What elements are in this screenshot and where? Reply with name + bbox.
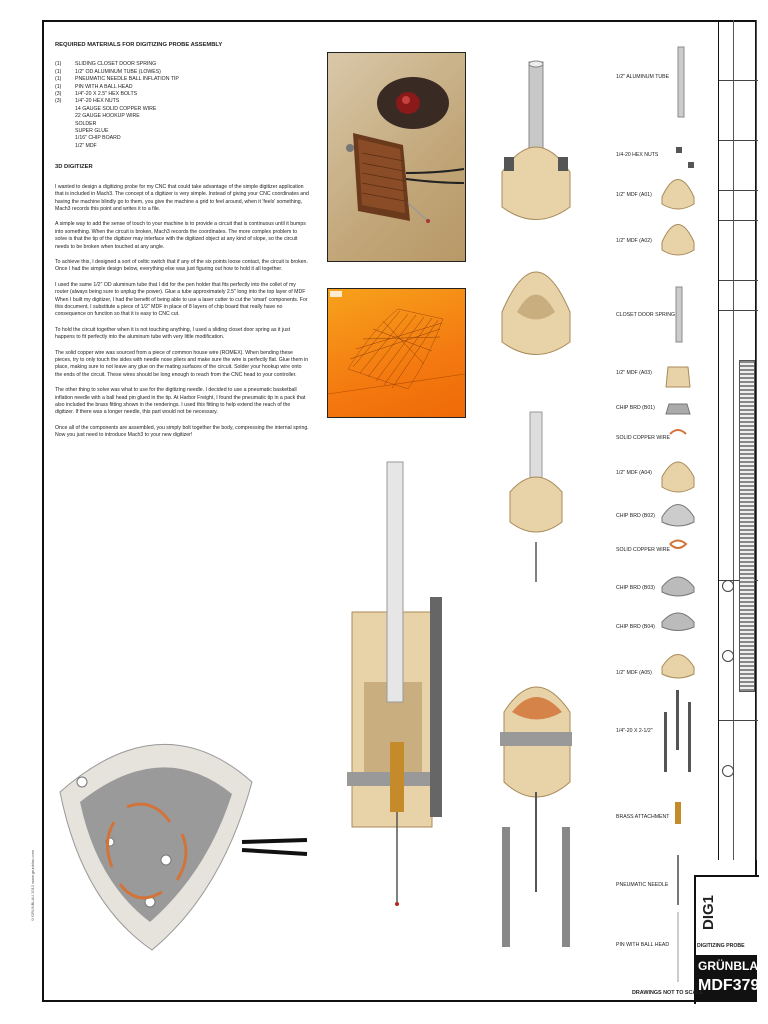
material-qty: (1) — [55, 83, 62, 90]
material-text: PNEUMATIC NEEDLE BALL INFLATION TIP — [75, 76, 179, 83]
digitizer-heading: 3D DIGITIZER — [55, 164, 93, 171]
material-qty: (1) — [55, 61, 62, 68]
brand-name: GRÜNBLAU — [698, 959, 767, 973]
part-label: 1/2" MDF (A05) — [616, 670, 652, 676]
part-label: CHIP BRD (B03) — [616, 585, 655, 591]
material-text: SLIDING CLOSET DOOR SPRING — [75, 61, 157, 68]
not-to-scale-note: DRAWINGS NOT TO SCALE — [632, 990, 704, 996]
cutaway-body-render — [347, 462, 442, 906]
mdf-rounded-triangle — [502, 272, 570, 355]
part-label: CHIP BRD (B02) — [616, 513, 655, 519]
material-text: 1/4"-20 X 2.5" HEX BOLTS — [75, 91, 138, 98]
material-text: PIN WITH A BALL HEAD — [75, 83, 133, 90]
description-paragraph: I used the same 1/2" OD aluminum tube that I did for the pen holder that fits perfectly into the collet of my router (always being sure to unplug the power). Glue a tube approximately 2.5" long into the top layer of MDF When I built my digitizer, I had the benefit of being able to use a laser cutter to cut the 'smart' components. For this document, I substitute a piece of 1/2" MDF in place of 8 layers of chip board that really have no consequence on function so that it is easy to CNC cut. — [55, 281, 308, 318]
part-label: 1/2" MDF (A01) — [616, 192, 652, 198]
description-paragraph: A simple way to add the sense of touch to your machine is to provide a circuit that is continuous until it bumps into something. When the circuit is broken, Mach3 records the coordinates. The more complex problem to solve is that the tip of the digitizer may interface with the digitized object at any kind of slope, so the circuit needs to be broken when touched at any angle. — [55, 221, 306, 250]
description-paragraph: To achieve this, I designed a sort of celtic switch that if any of the six points loose contact, the circuit is broken. Once I had the simple design below, everything else was just figuring out how to hold it all together. — [55, 258, 308, 273]
material-qty: (3) — [55, 98, 62, 105]
material-text: 14 GAUGE SOLID COPPER WIRE — [75, 105, 157, 112]
spring-assembly-render — [510, 412, 562, 582]
copper-circuit-puck-render — [500, 687, 572, 947]
part-label: SOLID COPPER WIRE — [616, 435, 670, 441]
sheet-number: DIG1 — [700, 895, 717, 931]
part-label: CHIP BRD (B01) — [616, 405, 655, 411]
material-text: 22 GAUGE HOOKUP WIRE — [75, 113, 140, 120]
assembly-renderings — [42, 22, 712, 1002]
part-label: BRASS ATTACHMENT — [616, 814, 670, 820]
material-text: SUPER GLUE — [75, 128, 109, 135]
part-label: 1/2" ALUMINUM TUBE — [616, 74, 670, 80]
material-text: SOLDER — [75, 120, 97, 127]
description-paragraph: Once all of the components are assembled, you simply bolt together the body, compressing the internal spring. Now you just need to introduce Mach3 to your new digitizer! — [55, 424, 309, 439]
part-label: 1/4-20 HEX NUTS — [616, 152, 659, 158]
part-label: 1/2" MDF (A02) — [616, 238, 652, 244]
material-text: 1/4"-20 HEX NUTS — [75, 98, 120, 105]
brand-logo — [696, 955, 768, 1002]
material-qty: (3) — [55, 91, 62, 98]
drawing-subtitle: DIGITIZING PROBE — [697, 943, 745, 949]
copyright-note: ©GRUNBLAU 2012 www.grunblau.com — [30, 850, 35, 923]
material-text: 1/2" MDF — [75, 142, 97, 149]
parts-column-renders — [662, 47, 694, 982]
description-paragraph: The solid copper wire was sourced from a piece of common house wire (ROMEX). When bending these pieces, try to only touch the sides with needle nose pliers and make sure the wire is perfectly flat. Glue them in place, making sure to not leave any glue on the mating surfaces of the circuit. Solder your hookup wire onto the ends of the circuit. These wires should be long enough to reach from the CNC head to your controller. — [55, 349, 309, 378]
part-label: 1/2" MDF (A04) — [616, 470, 652, 476]
materials-heading: REQUIRED MATERIALS FOR DIGITIZING PROBE ASSEMBLY — [55, 42, 223, 48]
part-label: SOLID COPPER WIRE — [616, 547, 670, 553]
part-label: CLOSET DOOR SPRING — [616, 312, 675, 318]
part-label: 1/2" MDF (A03) — [616, 370, 652, 376]
description-paragraph: I wanted to design a digitizing probe for my CNC that could take advantage of the simple digitizer application that is included in Mach3. The concept of a digitizer is very simple. Instead of giving your CNC coordinates and having the machine blindly go to them, you give the machine a grid to feel around, when it 'feels' something, Mach3 records this point and writes it to a file. — [55, 183, 309, 212]
material-qty: (1) — [55, 76, 62, 83]
part-label: PIN WITH BALL HEAD — [616, 942, 670, 948]
part-label: CHIP BRD (B04) — [616, 624, 655, 630]
drawing-code: MDF3790 — [698, 977, 768, 994]
part-label: 1/4"-20 X 2-1/2" — [616, 728, 653, 734]
material-text: 1/2" OD ALUMINUM TUBE (LOWES) — [75, 68, 161, 75]
part-label: PNEUMATIC NEEDLE — [616, 882, 669, 888]
material-text: 1/16" CHIP BOARD — [75, 135, 121, 142]
description-paragraph: To hold the circuit together when it is not touching anything, I used a sliding closet door spring as it just happens to fit perfectly into the aluminum tube with very little modification. — [55, 326, 291, 341]
side-elevation-drawing — [718, 20, 758, 860]
top-housing-render — [502, 61, 570, 220]
material-qty: (1) — [55, 68, 62, 75]
circuit-plate-render — [60, 744, 307, 950]
description-paragraph: The other thing to solve was what to use for the digitizing needle. I decided to use a pneumatic basketball inflation needle with a ball head pin glued in the tip. At Harbor Freight, I found the pneumatic tip in a pack that also included the brass fitting shown in the renderings. I used this fitting to help extend the reach of the digitizer. If there was a longer needle, this part would not be necessary. — [55, 387, 306, 416]
